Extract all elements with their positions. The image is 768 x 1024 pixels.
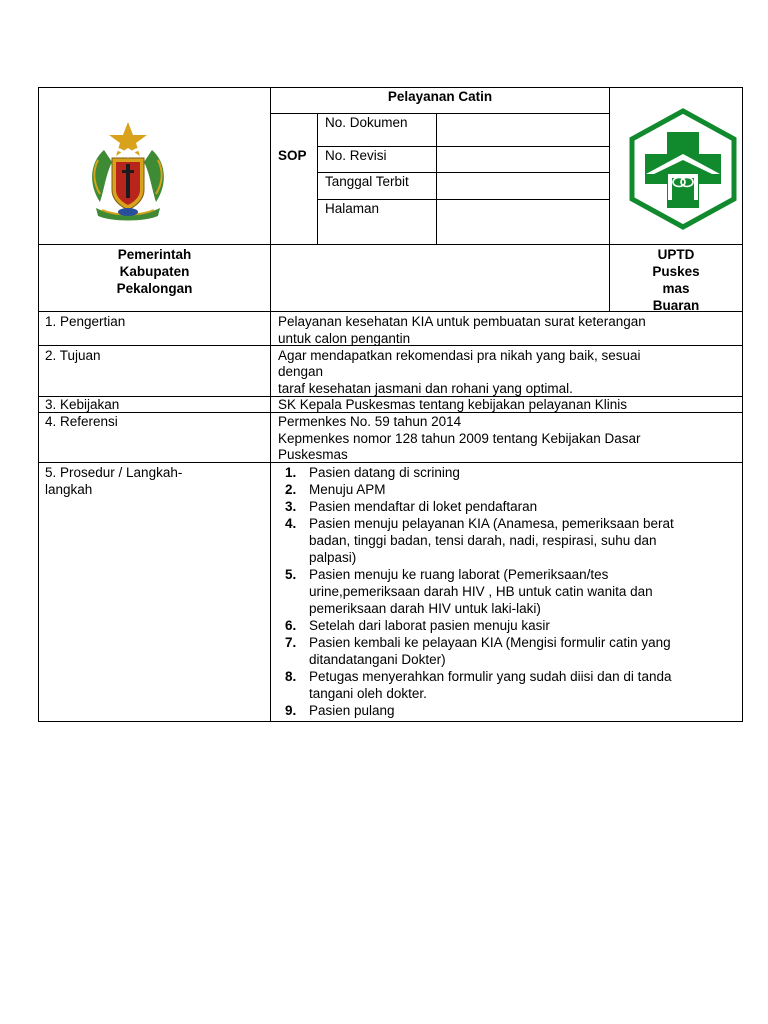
step-number: 3. [285,499,297,514]
referensi-text: Permenkes No. 59 tahun 2014 [278,414,462,429]
step-text: ditandatangani Dokter) [309,652,446,667]
kebijakan-label: 3. Kebijakan [45,397,120,412]
step-text: Pasien datang di scrining [309,465,460,480]
procedure-step [285,617,735,634]
step-text: Pasien mendaftar di loket pendaftaran [309,499,538,514]
issuing-government [39,246,270,297]
procedure-step [285,498,735,515]
gov-line: Kabupaten [119,264,190,279]
pengertian-text: untuk calon pengantin [278,331,411,346]
procedure-step [285,634,735,668]
step-text: Pasien pulang [309,703,395,718]
pengertian-label: 1. Pengertian [45,314,126,329]
tujuan-text: Agar mendapatkan rekomendasi pra nikah yang baik, sesuai [278,348,641,363]
org-line: Puskes [652,264,700,279]
pengertian-text: Pelayanan kesehatan KIA untuk pembuatan surat keterangan [278,314,646,329]
step-text: Pasien menuju ke ruang laborat (Pemeriksaan/tes [309,567,609,582]
kabupaten-pekalongan-emblem-icon [86,120,170,224]
kebijakan-text: SK Kepala Puskesmas tentang kebijakan pelayanan Klinis [278,397,627,412]
procedure-step [285,515,735,566]
puskesmas-name [610,246,742,314]
gov-line: Pemerintah [117,247,192,262]
puskesmas-logo-icon [628,108,738,230]
page-title: Pelayanan Catin [387,89,493,104]
step-text: Setelah dari laborat pasien menuju kasir [309,618,550,633]
gov-line: Pekalongan [116,281,193,296]
procedure-step [285,481,735,498]
step-number: 6. [285,618,297,633]
step-number: 8. [285,669,297,684]
doc-field-revision: No. Revisi [325,148,387,163]
step-text: Menuju APM [309,482,386,497]
step-number: 9. [285,703,297,718]
procedure-steps [285,464,735,719]
referensi-text: Kepmenkes nomor 128 tahun 2009 tentang Kebijakan Dasar [278,431,641,446]
step-text: Pasien menuju pelayanan KIA (Anamesa, pemeriksaan berat [309,516,674,531]
org-line: mas [662,281,690,296]
step-text: tangani oleh dokter. [309,686,427,701]
step-text: badan, tinggi badan, tensi darah, nadi, respirasi, suhu dan [309,533,657,548]
procedure-step [285,702,735,719]
prosedur-label: 5. Prosedur / Langkah- [45,465,183,480]
org-line: Buaran [652,298,700,313]
prosedur-label: langkah [45,482,93,497]
tujuan-text: taraf kesehatan jasmani dan rohani yang optimal. [278,381,573,396]
tujuan-label: 2. Tujuan [45,348,101,363]
step-number: 7. [285,635,297,650]
step-number: 2. [285,482,297,497]
step-text: urine,pemeriksaan darah HIV , HB untuk catin wanita dan [309,584,653,599]
procedure-step [285,668,735,702]
step-number: 5. [285,567,297,582]
org-line: UPTD [657,247,695,262]
doc-field-page: Halaman [325,201,380,216]
step-number: 1. [285,465,297,480]
referensi-label: 4. Referensi [45,414,118,429]
doc-field-date: Tanggal Terbit [325,174,409,189]
procedure-step [285,566,735,617]
step-number: 4. [285,516,297,531]
referensi-text: Puskesmas [278,447,348,462]
step-text: pemeriksaan darah HIV untuk laki-laki) [309,601,541,616]
doc-field-number: No. Dokumen [325,115,408,130]
sop-label: SOP [278,148,307,163]
step-text: palpasi) [309,550,357,565]
procedure-step [285,464,735,481]
step-text: Petugas menyerahkan formulir yang sudah diisi dan di tanda [309,669,672,684]
step-text: Pasien kembali ke pelayaan KIA (Mengisi formulir catin yang [309,635,671,650]
tujuan-text: dengan [278,364,324,379]
